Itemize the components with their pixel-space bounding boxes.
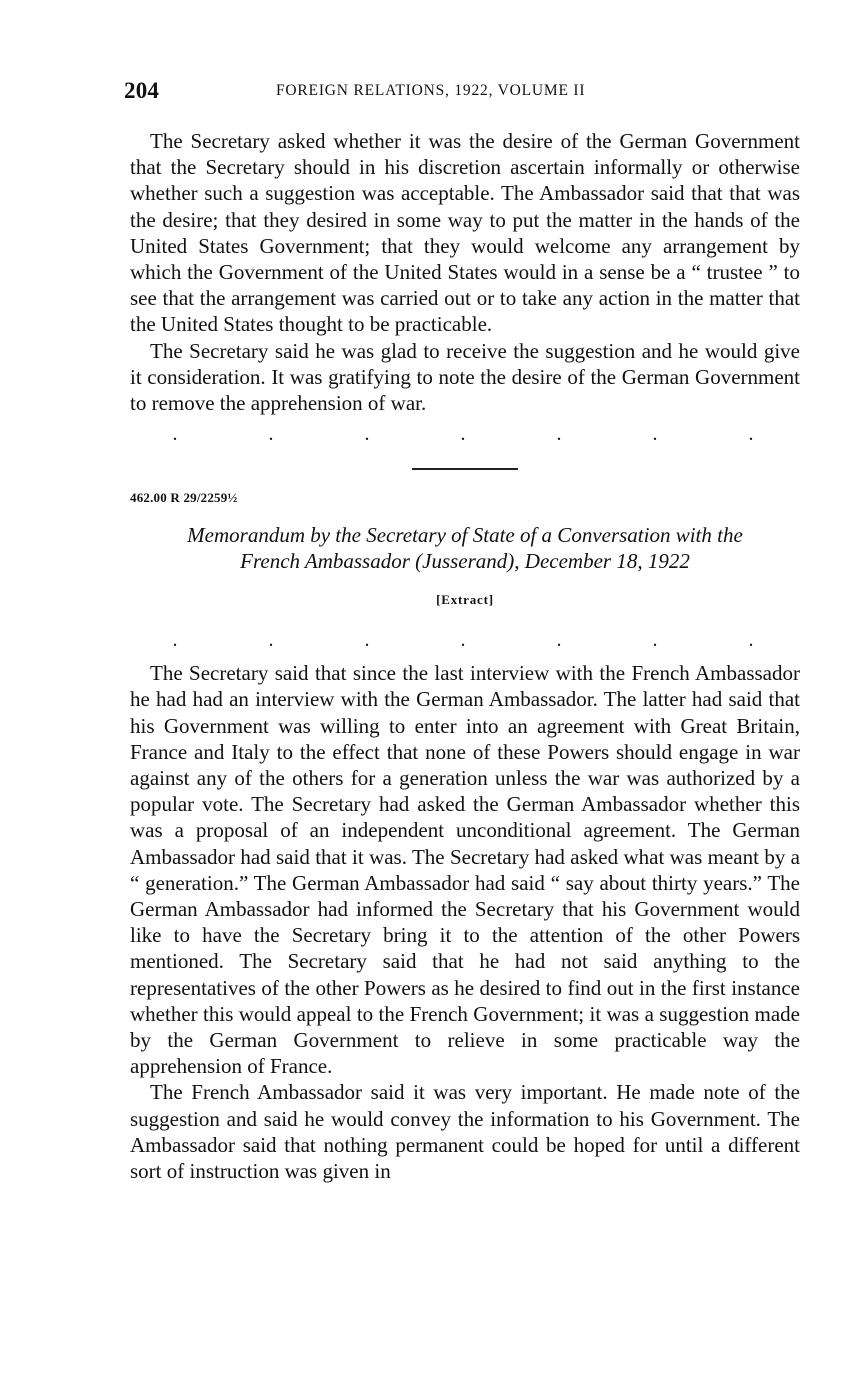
paragraph: The Secretary asked whether it was the desire of the German Government that the Secretary should in his discretion ascertain informally or otherwise whether such a suggestion was acceptable. The Ambassador said that that was the desire; that they desired in some way to put the matter in the hands of the United States Government; that they would welcome any arrangement by which the Government of the United States would in a sense be a “ trustee ” to see that the arrangement was carried out or to take any action in the matter that the United States thought to be practicable. xyxy=(130,129,800,337)
ellipsis-row xyxy=(130,630,800,650)
ellipsis-dot: . xyxy=(748,629,754,652)
extract-label: [Extract] xyxy=(436,592,494,608)
ellipsis-dot: . xyxy=(172,423,178,446)
ellipsis-dot: . xyxy=(172,629,178,652)
paragraph: The Secretary said that since the last interview with the French Ambassador he had had an interview with the German Ambassador. The latter had said that his Government was willing to enter into an agreement with Great Britain, France and Italy to the effect that none of these Powers should engage in war against any of the others for a generation unless the war was authorized by a popular vote. The Secretary had asked the German Ambassador whether this was a proposal of an independent unconditional agreement. The German Ambassador had said that it was. The Secretary had asked what was meant by a “ generation.” The German Ambassador had said “ say about thirty years.” The German Ambassador had informed the Secretary that his Government would like to have the Secretary bring it to the attention of the other Powers mentioned. The Secretary said that he had not said anything to the representatives of the other Powers as he desired to find out in the first instance whether this would appeal to the French Government; it was a suggestion made by the German Government to relieve in some practicable way the apprehension of France. xyxy=(130,661,800,1079)
ellipsis-dot: . xyxy=(364,423,370,446)
ellipsis-dot: . xyxy=(268,629,274,652)
running-header xyxy=(124,78,800,108)
ellipsis-dot: . xyxy=(556,423,562,446)
ellipsis-dot: . xyxy=(460,423,466,446)
ellipsis-row xyxy=(130,424,800,444)
paragraph: The French Ambassador said it was very important. He made note of the suggestion and said he would convey the information to his Government. The Ambassador said that nothing permanent could be hoped for until a different sort of instruction was given in xyxy=(130,1080,800,1184)
document-page xyxy=(124,78,800,1184)
text-section-1 xyxy=(130,128,800,416)
memo-heading-line: Memorandum by the Secretary of State of a Conversation with the xyxy=(187,523,743,548)
section-divider xyxy=(412,468,518,470)
ellipsis-dot: . xyxy=(460,629,466,652)
ellipsis-dot: . xyxy=(652,423,658,446)
memo-heading xyxy=(130,522,800,574)
text-section-2 xyxy=(130,660,800,1184)
ellipsis-dot: . xyxy=(652,629,658,652)
memo-heading-line: French Ambassador (Jusserand), December 18, 1922 xyxy=(240,549,690,574)
ellipsis-dot: . xyxy=(748,423,754,446)
file-number: 462.00 R 29/2259½ xyxy=(130,490,238,506)
ellipsis-dot: . xyxy=(268,423,274,446)
ellipsis-dot: . xyxy=(364,629,370,652)
page-number: 204 xyxy=(124,78,160,103)
paragraph: The Secretary said he was glad to receive the suggestion and he would give it consideration. It was gratifying to note the desire of the German Government to remove the apprehension of war. xyxy=(130,338,800,416)
ellipsis-dot: . xyxy=(556,629,562,652)
running-title: FOREIGN RELATIONS, 1922, VOLUME II xyxy=(276,82,586,99)
